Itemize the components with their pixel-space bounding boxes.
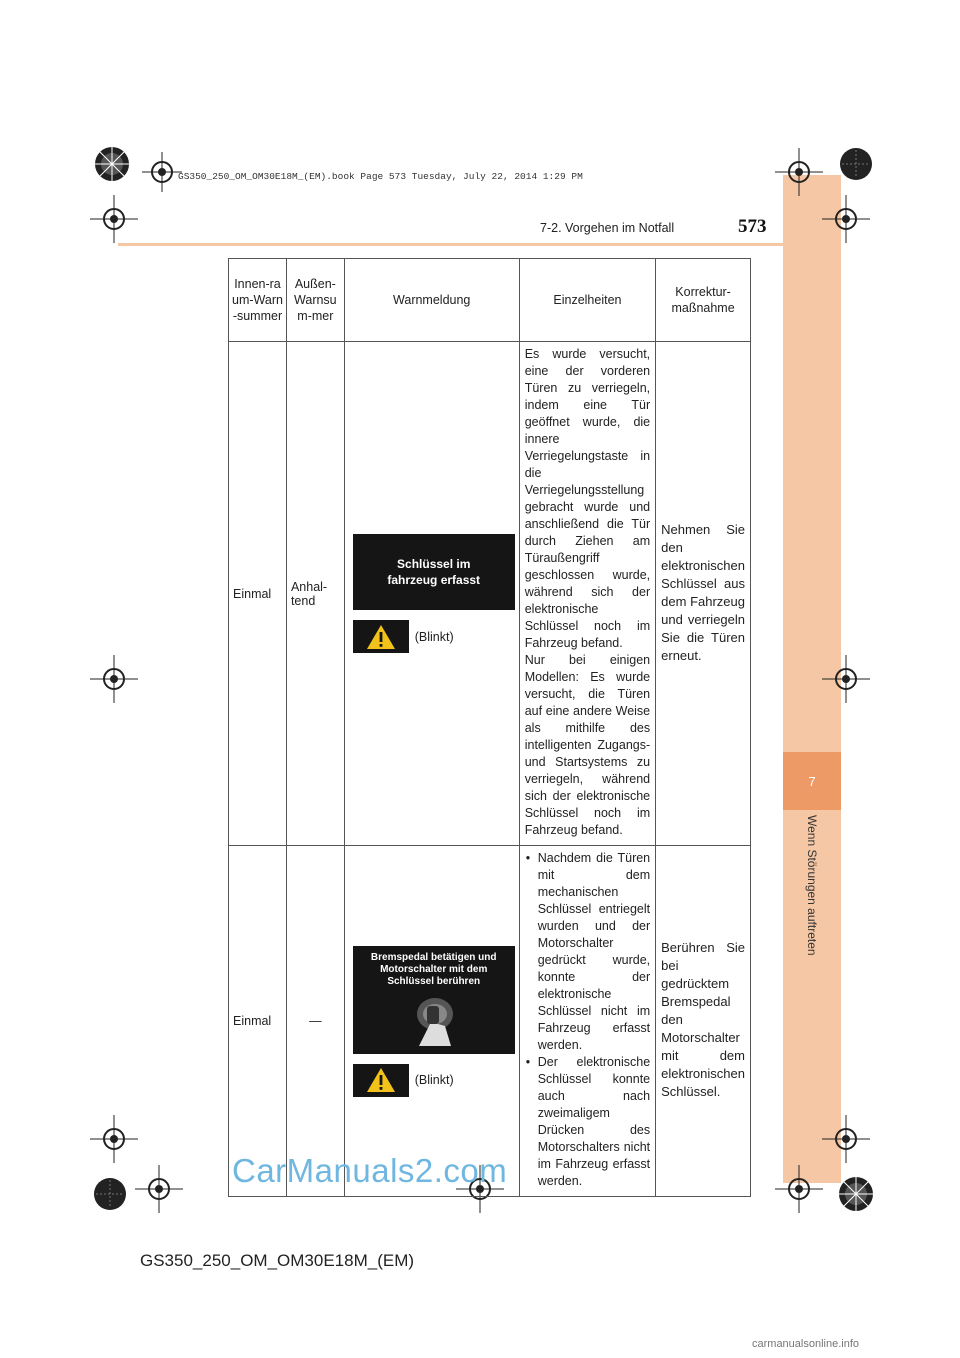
page-number: 573 [738,216,767,237]
watermark-main[interactable]: CarManuals2.com [232,1152,508,1189]
details-text: Es wurde versucht, eine der vorderen Türen zu verriegeln, indem eine Tür geöffnet wurde, die innere Verriegelungstaste in die Verriegelungsstellung gebracht wurde und anschließend die Tür durch Ziehen am Türaußengriff geschlossen wurde, während sich der elektronische Schlüssel noch im Fahrzeug befand. [524,347,651,650]
header-details: Einzelheiten [519,259,655,342]
crosshair-icon [90,655,140,705]
details-bullet-list [525,850,650,1190]
header-message: Warnmeldung [344,259,519,342]
row2-message [344,846,519,1197]
warning-triangle-icon [353,1064,409,1097]
header-action: Korrektur-maßnahme [656,259,751,342]
section-title: 7-2. Vorgehen im Notfall [540,221,675,235]
warning-table [228,258,751,1197]
warning-indicator [353,1064,515,1097]
crosshair-icon [775,1165,825,1215]
table-header-row [229,259,751,342]
header-outside-buzzer: Außen-Warnsum-mer [286,259,344,342]
row1-action: Nehmen Sie den elektronischen Schlüssel aus dem Fahrzeug und verriegeln Sie die Türen erneut. [656,342,751,846]
row2-outside: — [286,846,344,1197]
header-inside-buzzer: Innen-raum-Warn-summer [229,259,287,342]
chapter-number: 7 [808,773,816,789]
row1-details [519,342,655,846]
registration-mark-icon [88,140,138,190]
table-row [229,342,751,846]
row1-inside: Einmal [229,342,287,846]
crosshair-icon [775,148,825,198]
chapter-title: Wenn Störungen auftreten [805,815,819,956]
book-info: GS350_250_OM_OM30E18M_(EM).book Page 573 Tuesday, July 22, 2014 1:29 PM [178,171,583,182]
crosshair-icon [138,148,188,198]
blink-label: (Blinkt) [414,629,454,644]
registration-mark-icon [86,1170,136,1220]
crosshair-icon [822,195,872,245]
crosshair-icon [90,1115,140,1165]
blink-label: (Blinkt) [414,1073,454,1087]
screen-text: Schlüssel im fahrzeug erfasst [387,557,481,587]
warning-indicator [353,620,515,653]
details-bullet: • Der elektronische Schlüssel konnte auch nach zweimaligem Drücken des Motorschalters nicht im Fahrzeug erfasst werden. [525,1054,650,1190]
footer-code: GS350_250_OM_OM30E18M_(EM) [140,1251,415,1270]
details-text-models: Nur bei einigen Modellen: Es wurde versucht, die Türen auf eine andere Weise als mithilfe des intelligenten Zugangs- und Startsystems zu verriegeln, während sich der elektronische Schlüssel noch im Fahrzeug befand. [524,653,651,837]
display-screen-key-detected [353,534,515,610]
screen-text: Bremspedal betätigen und Motorschalter mit dem Schlüssel berühren [370,951,497,987]
registration-mark-icon [832,140,882,190]
crosshair-icon [822,1115,872,1165]
crosshair-icon [822,655,872,705]
row1-message [344,342,519,846]
crosshair-icon [90,195,140,245]
warning-triangle-icon [353,620,409,653]
row2-action: Berühren Sie bei gedrücktem Bremspedal den Motorschalter mit dem elektronischen Schlüssel. [656,846,751,1197]
chapter-title-vertical [783,815,841,995]
registration-mark-icon [832,1170,882,1220]
row2-details [519,846,655,1197]
row1-outside: Anhal-tend [286,342,344,846]
chapter-tab[interactable] [783,752,841,810]
header-rule [118,243,785,246]
key-fob-hand-icon [399,988,469,1048]
details-bullet: • Nachdem die Türen mit dem mechanischen Schlüssel entriegelt wurden und der Motorschalter gedrückt wurde, konnte der elektronische Schlüssel nicht im Fahrzeug erfasst werden. [525,850,650,1054]
table-row [229,846,751,1197]
display-screen-brake-pedal [353,946,515,1054]
crosshair-icon [135,1165,185,1215]
watermark-bottom[interactable]: carmanualsonline.info [752,1338,860,1350]
row2-inside: Einmal [229,846,287,1197]
